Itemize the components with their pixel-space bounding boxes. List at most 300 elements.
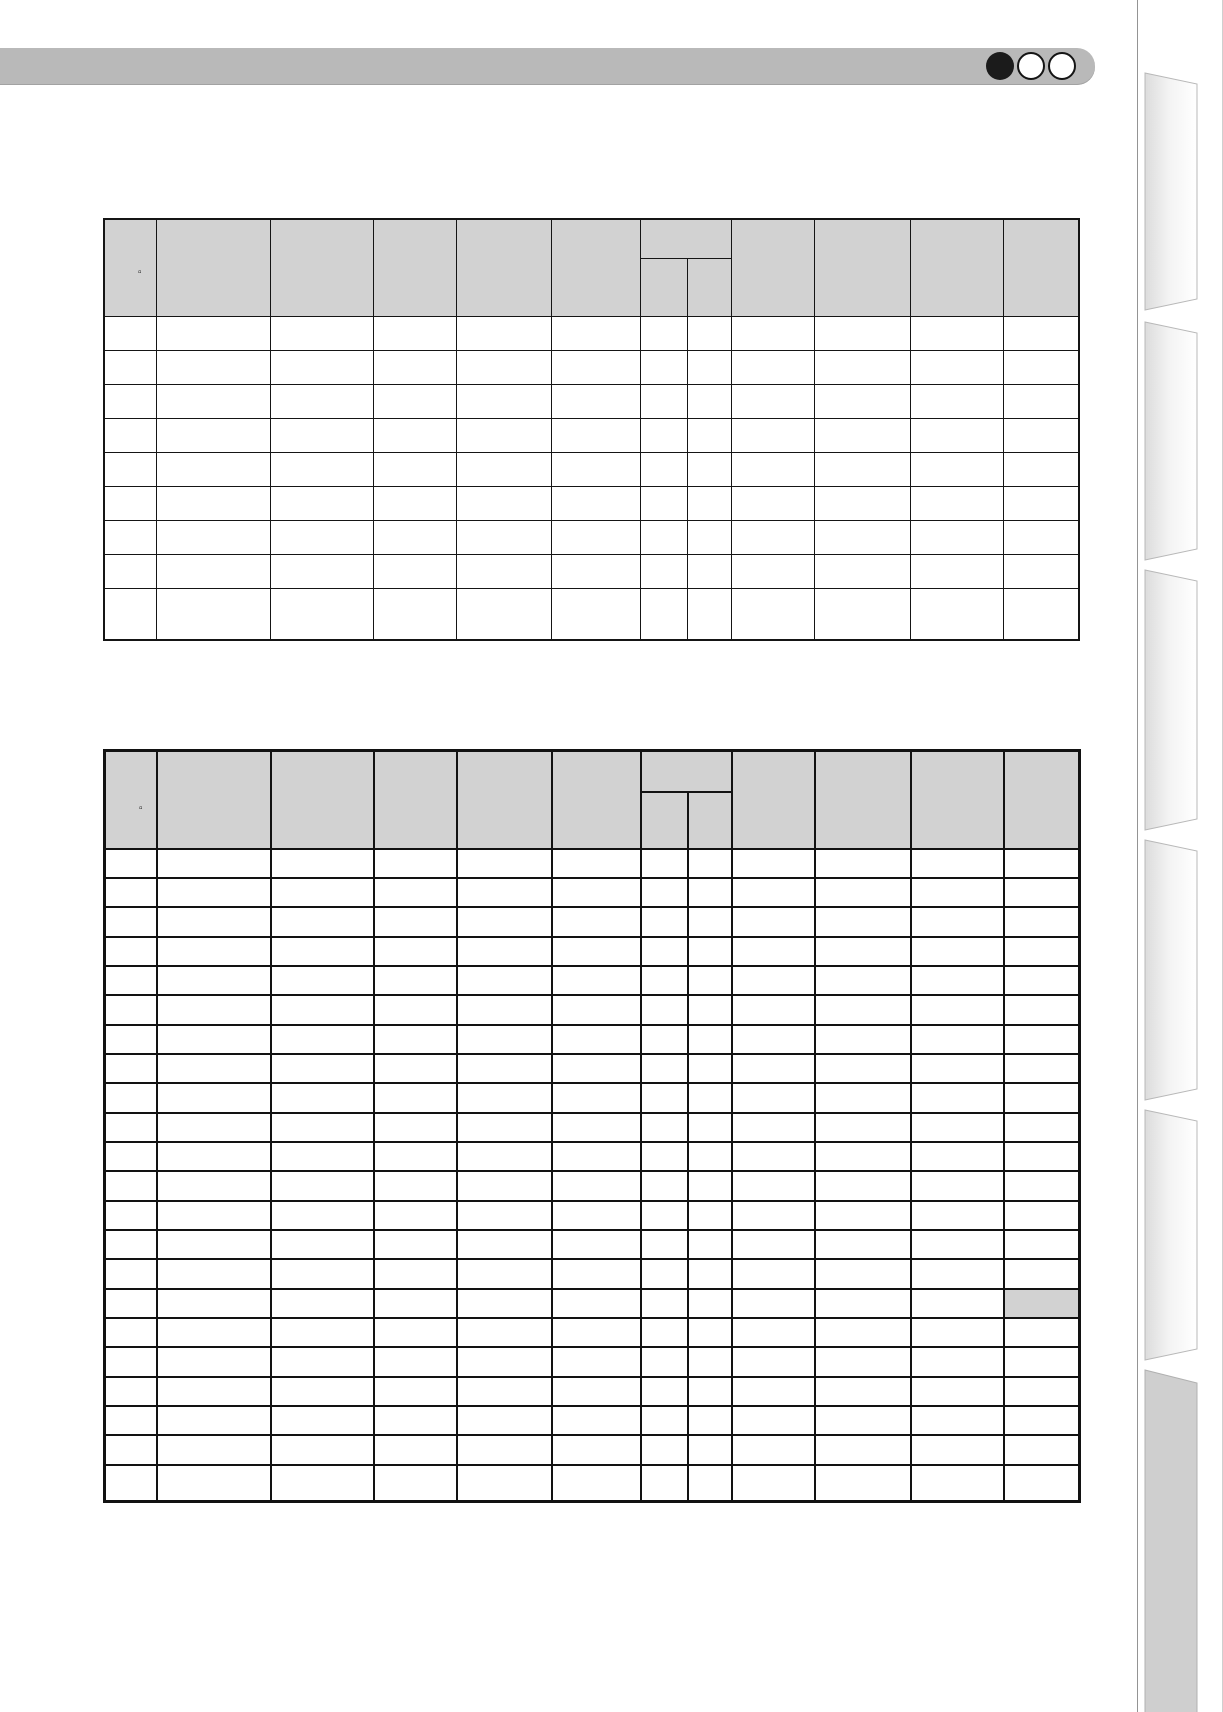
- table-cell: [457, 878, 552, 907]
- table-cell: [814, 589, 910, 640]
- table-cell: [640, 418, 687, 452]
- table-cell: [732, 1171, 815, 1200]
- table-cell: [456, 384, 551, 418]
- table-cell: [688, 1435, 732, 1464]
- table-cell: [687, 589, 731, 640]
- table-cell: [732, 1230, 815, 1259]
- table-cell: [157, 1230, 271, 1259]
- table-cell: [911, 1054, 1004, 1083]
- table-cell: [457, 1171, 552, 1200]
- table-cell: [457, 1083, 552, 1112]
- table-cell: [457, 1054, 552, 1083]
- table-cell: [105, 1054, 157, 1083]
- table-cell: [552, 1318, 641, 1347]
- page-edge: [1130, 0, 1223, 1712]
- table-cell: [157, 1259, 271, 1288]
- table-cell: [270, 350, 373, 384]
- table-cell: [911, 966, 1004, 995]
- table-cell: [105, 1318, 157, 1347]
- lower-table: [103, 749, 1081, 1503]
- table-cell: [688, 849, 732, 878]
- table-row: [105, 1083, 1080, 1112]
- table-row: [104, 452, 1079, 486]
- table-cell: [457, 907, 552, 936]
- table-cell: [815, 937, 911, 966]
- table-cell: [551, 486, 640, 520]
- table-cell: [814, 555, 910, 589]
- table-cell: [105, 1377, 157, 1406]
- header-marker: ▫: [139, 803, 143, 814]
- table-row: [105, 1318, 1080, 1347]
- table-cell: [688, 1142, 732, 1171]
- table-cell: [641, 966, 688, 995]
- table-cell: [374, 1230, 457, 1259]
- table-cell: [1004, 1025, 1080, 1054]
- table-cell: [457, 1347, 552, 1376]
- table-cell: [457, 849, 552, 878]
- table-cell: [552, 1142, 641, 1171]
- table-cell: [552, 995, 641, 1024]
- table-cell: [910, 350, 1003, 384]
- table-cell: [457, 1377, 552, 1406]
- header-cell: [732, 751, 815, 849]
- table-row: [105, 937, 1080, 966]
- table-cell: [552, 1025, 641, 1054]
- table-cell: [374, 1083, 457, 1112]
- table-cell: [157, 1465, 271, 1502]
- header-marker: ▫: [138, 267, 142, 278]
- table-cell: [552, 1289, 641, 1318]
- table-cell: [1003, 350, 1079, 384]
- table-cell: [374, 995, 457, 1024]
- table-cell: [157, 1406, 271, 1435]
- table-cell: [104, 350, 156, 384]
- table-row: [105, 1289, 1080, 1318]
- table-cell: [374, 849, 457, 878]
- header-cell: [104, 219, 156, 316]
- table-cell: [815, 1201, 911, 1230]
- side-tab: [1145, 73, 1197, 310]
- table-cell: [911, 1318, 1004, 1347]
- table-cell: [732, 849, 815, 878]
- table-cell: [105, 1259, 157, 1288]
- table-cell: [105, 1347, 157, 1376]
- table-cell: [105, 1025, 157, 1054]
- table-row: [105, 1259, 1080, 1288]
- table-cell: [551, 589, 640, 640]
- table-cell: [911, 1201, 1004, 1230]
- table-cell: [911, 1230, 1004, 1259]
- table-cell: [732, 1113, 815, 1142]
- table-cell: [641, 1113, 688, 1142]
- table-cell: [270, 452, 373, 486]
- table-cell: [457, 1465, 552, 1502]
- table-cell: [552, 1171, 641, 1200]
- table-row: [105, 1113, 1080, 1142]
- table-cell: [732, 907, 815, 936]
- table-cell: [157, 937, 271, 966]
- table-cell: [551, 316, 640, 350]
- table-cell: [157, 1377, 271, 1406]
- header-cell: [552, 751, 641, 849]
- table-row: [105, 849, 1080, 878]
- table-cell: [1004, 1083, 1080, 1112]
- table-cell: [641, 937, 688, 966]
- table-cell: [732, 1083, 815, 1112]
- table-cell: [373, 350, 456, 384]
- table-cell: [687, 486, 731, 520]
- header-cell: [270, 219, 373, 316]
- top-title-bar: [0, 48, 1095, 85]
- table-cell: [641, 1435, 688, 1464]
- table-cell: [105, 1113, 157, 1142]
- table-cell: [373, 316, 456, 350]
- table-cell: [1004, 966, 1080, 995]
- table-cell: [271, 1406, 374, 1435]
- table-cell: [374, 907, 457, 936]
- table-cell: [911, 1025, 1004, 1054]
- table-cell: [271, 1054, 374, 1083]
- table-cell: [688, 937, 732, 966]
- table-row: [105, 1377, 1080, 1406]
- table-cell: [456, 521, 551, 555]
- side-tab: [1145, 1110, 1197, 1360]
- table-cell: [640, 486, 687, 520]
- table-cell: [814, 521, 910, 555]
- header-cell: [731, 219, 814, 316]
- table-cell: [156, 384, 270, 418]
- table-cell: [731, 555, 814, 589]
- table-row: [105, 878, 1080, 907]
- table-cell: [732, 966, 815, 995]
- table-cell: [1004, 1142, 1080, 1171]
- table-cell: [457, 1406, 552, 1435]
- header-cell: [551, 219, 640, 316]
- header-cell: [271, 751, 374, 849]
- table-cell: [815, 1465, 911, 1502]
- header-subcell: [640, 258, 687, 316]
- table-cell: [271, 1113, 374, 1142]
- table-cell: [731, 384, 814, 418]
- table-cell: [271, 1289, 374, 1318]
- table-cell: [1003, 589, 1079, 640]
- table-cell: [688, 907, 732, 936]
- table-cell: [456, 316, 551, 350]
- table-cell: [373, 486, 456, 520]
- table-row: [105, 966, 1080, 995]
- table-cell: [640, 521, 687, 555]
- table-cell: [641, 1054, 688, 1083]
- table-cell: [270, 589, 373, 640]
- table-row: [105, 907, 1080, 936]
- table-cell: [815, 907, 911, 936]
- table-cell: [552, 849, 641, 878]
- table-cell: [911, 1435, 1004, 1464]
- table-cell: [1004, 937, 1080, 966]
- table-cell: [641, 1201, 688, 1230]
- table-cell: [640, 452, 687, 486]
- table-cell: [911, 1171, 1004, 1200]
- table-cell: [156, 555, 270, 589]
- table-cell: [457, 966, 552, 995]
- table-cell: [911, 1465, 1004, 1502]
- table-cell: [640, 384, 687, 418]
- table-cell: [271, 878, 374, 907]
- table-cell: [456, 486, 551, 520]
- table-cell: [641, 1142, 688, 1171]
- header-cell-merged: [641, 751, 732, 792]
- table-cell: [641, 1289, 688, 1318]
- header-subcell: [687, 258, 731, 316]
- table-cell: [641, 907, 688, 936]
- table-cell: [271, 966, 374, 995]
- table-cell: [687, 521, 731, 555]
- table-cell: [910, 555, 1003, 589]
- table-cell: [457, 1230, 552, 1259]
- table-cell: [640, 316, 687, 350]
- table-cell: [157, 1201, 271, 1230]
- table-cell: [1004, 1435, 1080, 1464]
- table-cell: [104, 316, 156, 350]
- table-cell: [1004, 1230, 1080, 1259]
- table-cell: [271, 1465, 374, 1502]
- table-cell: [688, 1377, 732, 1406]
- table-cell: [1004, 1406, 1080, 1435]
- table-cell: [374, 966, 457, 995]
- table-cell: [911, 1113, 1004, 1142]
- upper-table-header: [104, 219, 1079, 316]
- table-row: [105, 1025, 1080, 1054]
- table-cell: [457, 1435, 552, 1464]
- table-cell: [815, 1377, 911, 1406]
- table-row: [104, 589, 1079, 640]
- table-row: [105, 995, 1080, 1024]
- table-cell: [815, 1259, 911, 1288]
- table-cell: [641, 878, 688, 907]
- table-cell: [910, 521, 1003, 555]
- table-cell: [641, 1259, 688, 1288]
- table-cell: [687, 418, 731, 452]
- table-cell: [732, 1406, 815, 1435]
- table-cell: [732, 1435, 815, 1464]
- table-cell: [104, 384, 156, 418]
- table-cell: [373, 521, 456, 555]
- table-cell: [641, 1377, 688, 1406]
- table-cell: [157, 878, 271, 907]
- header-cell: [1004, 751, 1080, 849]
- table-cell: [815, 1171, 911, 1200]
- table-row: [105, 1201, 1080, 1230]
- table-cell: [911, 1142, 1004, 1171]
- table-cell: [641, 1171, 688, 1200]
- table-cell: [271, 1230, 374, 1259]
- table-cell: [157, 1083, 271, 1112]
- table-cell: [456, 452, 551, 486]
- table-cell: [552, 1347, 641, 1376]
- table-cell: [815, 1230, 911, 1259]
- table-cell: [156, 521, 270, 555]
- table-cell: [688, 966, 732, 995]
- table-row: [105, 1142, 1080, 1171]
- table-cell: [374, 1465, 457, 1502]
- table-cell: [551, 350, 640, 384]
- table-cell: [1004, 1318, 1080, 1347]
- table-cell: [552, 1230, 641, 1259]
- table-cell: [687, 316, 731, 350]
- table-cell: [271, 907, 374, 936]
- table-cell: [105, 1406, 157, 1435]
- table-cell: [457, 937, 552, 966]
- table-cell: [374, 1171, 457, 1200]
- table-cell: [815, 1083, 911, 1112]
- table-cell: [271, 1435, 374, 1464]
- table-cell: [374, 1259, 457, 1288]
- table-cell: [457, 1259, 552, 1288]
- table-cell: [156, 589, 270, 640]
- table-cell: [688, 1025, 732, 1054]
- table-cell: [1004, 849, 1080, 878]
- table-cell: [731, 589, 814, 640]
- table-cell: [457, 1113, 552, 1142]
- table-cell: [688, 1289, 732, 1318]
- table-cell: [1003, 521, 1079, 555]
- upper-table: [103, 218, 1080, 641]
- header-cell: [815, 751, 911, 849]
- header-cell: [457, 751, 552, 849]
- table-cell: [911, 1289, 1004, 1318]
- table-row: [104, 316, 1079, 350]
- table-row: [105, 1171, 1080, 1200]
- table-cell: [157, 1171, 271, 1200]
- table-cell: [910, 418, 1003, 452]
- table-cell: [157, 1318, 271, 1347]
- table-cell: [911, 1406, 1004, 1435]
- table-cell: [641, 1318, 688, 1347]
- header-subcell: [688, 792, 732, 849]
- table-cell: [157, 966, 271, 995]
- header-cell: [105, 751, 157, 849]
- header-cell: [456, 219, 551, 316]
- table-cell: [157, 1289, 271, 1318]
- table-cell: [456, 589, 551, 640]
- table-cell: [815, 1435, 911, 1464]
- table-cell: [732, 878, 815, 907]
- table-cell: [270, 521, 373, 555]
- table-cell: [814, 384, 910, 418]
- header-cell: [1003, 219, 1079, 316]
- table-cell: [731, 521, 814, 555]
- table-cell: [271, 1083, 374, 1112]
- table-cell: [552, 1054, 641, 1083]
- table-cell: [270, 555, 373, 589]
- table-cell: [687, 350, 731, 384]
- table-cell: [552, 1465, 641, 1502]
- table-cell: [104, 521, 156, 555]
- table-cell: [1004, 1054, 1080, 1083]
- upper-table-body: [104, 316, 1079, 640]
- table-cell: [1004, 907, 1080, 936]
- table-cell: [105, 937, 157, 966]
- table-cell: [104, 555, 156, 589]
- table-cell: [1004, 878, 1080, 907]
- table-cell: [815, 1406, 911, 1435]
- table-cell: [814, 452, 910, 486]
- header-cell-merged: [640, 219, 731, 258]
- table-row: [105, 1347, 1080, 1376]
- table-cell: [271, 1142, 374, 1171]
- table-cell: [688, 1201, 732, 1230]
- table-cell: [911, 907, 1004, 936]
- table-cell: [641, 1025, 688, 1054]
- lower-table-header: [105, 751, 1080, 849]
- table-cell: [911, 878, 1004, 907]
- table-cell: [157, 1025, 271, 1054]
- table-cell: [552, 1377, 641, 1406]
- header-cell: [374, 751, 457, 849]
- table-cell: [271, 937, 374, 966]
- table-cell: [373, 452, 456, 486]
- table-cell: [156, 418, 270, 452]
- table-cell: [457, 1318, 552, 1347]
- table-row: [105, 1230, 1080, 1259]
- table-cell: [157, 995, 271, 1024]
- table-cell: [156, 350, 270, 384]
- table-cell: [1004, 1259, 1080, 1288]
- table-cell: [732, 995, 815, 1024]
- table-cell: [911, 995, 1004, 1024]
- table-cell: [814, 418, 910, 452]
- table-cell: [1004, 1377, 1080, 1406]
- table-cell: [105, 1465, 157, 1502]
- table-cell: [815, 1113, 911, 1142]
- table-cell: [815, 1289, 911, 1318]
- table-cell: [105, 849, 157, 878]
- table-cell: [732, 1201, 815, 1230]
- table-cell: [552, 1113, 641, 1142]
- table-cell: [374, 1406, 457, 1435]
- table-cell: [456, 555, 551, 589]
- table-cell: [688, 1054, 732, 1083]
- table-row: [105, 1406, 1080, 1435]
- table-row: [104, 486, 1079, 520]
- table-cell: [1003, 418, 1079, 452]
- table-cell: [911, 1377, 1004, 1406]
- table-cell: [551, 418, 640, 452]
- side-tab: [1145, 840, 1197, 1100]
- table-cell: [640, 589, 687, 640]
- table-cell: [156, 452, 270, 486]
- table-cell: [641, 849, 688, 878]
- table-cell: [911, 1347, 1004, 1376]
- table-cell: [688, 1171, 732, 1200]
- page-dot-filled: [986, 52, 1014, 80]
- table-cell: [552, 1435, 641, 1464]
- header-cell: [910, 219, 1003, 316]
- table-cell: [688, 1259, 732, 1288]
- header-cell: [814, 219, 910, 316]
- table-cell: [731, 350, 814, 384]
- table-cell: [374, 1289, 457, 1318]
- table-cell: [552, 1083, 641, 1112]
- table-cell: [814, 316, 910, 350]
- table-cell: [815, 1142, 911, 1171]
- table-cell: [732, 1259, 815, 1288]
- table-cell: [732, 1347, 815, 1376]
- table-cell: [731, 418, 814, 452]
- table-cell: [910, 384, 1003, 418]
- table-cell: [1003, 316, 1079, 350]
- table-cell: [373, 555, 456, 589]
